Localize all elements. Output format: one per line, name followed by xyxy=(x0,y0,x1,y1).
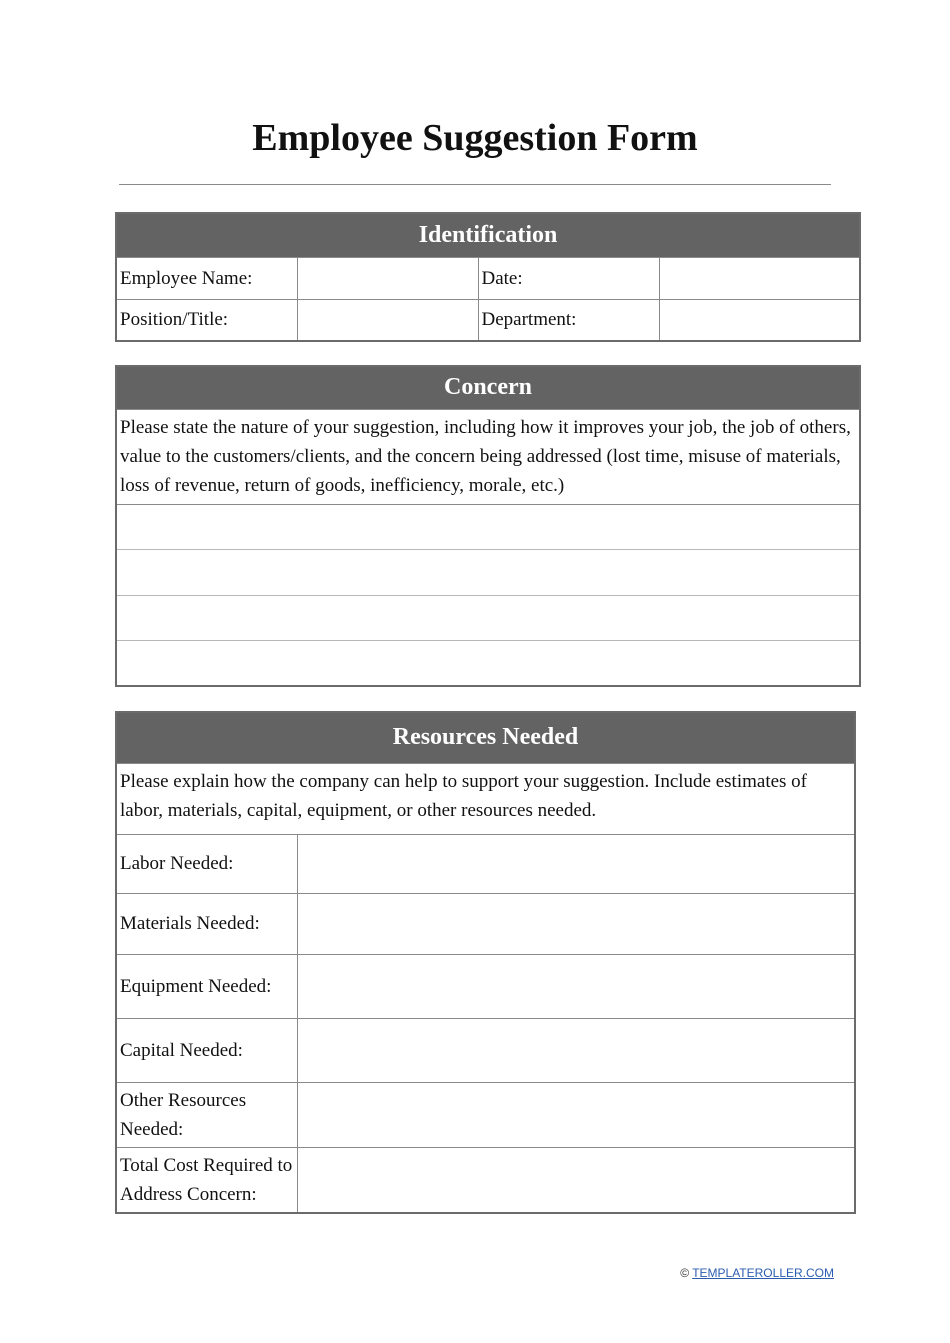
copyright-symbol: © xyxy=(680,1266,690,1280)
concern-answer-line[interactable] xyxy=(116,595,860,640)
page-title: Employee Suggestion Form xyxy=(252,117,698,159)
templateroller-link[interactable]: TEMPLATEROLLER.COM xyxy=(692,1266,834,1280)
footer-credit xyxy=(680,1266,834,1280)
department-label: Department: xyxy=(478,299,659,341)
concern-answer-line[interactable] xyxy=(116,549,860,595)
labor-needed-label: Labor Needed: xyxy=(116,834,297,893)
labor-needed-field[interactable] xyxy=(297,834,855,893)
equipment-needed-field[interactable] xyxy=(297,954,855,1018)
concern-heading: Concern xyxy=(116,366,860,409)
capital-needed-field[interactable] xyxy=(297,1018,855,1082)
capital-needed-label: Capital Needed: xyxy=(116,1018,297,1082)
position-title-field[interactable] xyxy=(297,299,478,341)
resources-section xyxy=(115,711,856,1214)
identification-section xyxy=(115,212,861,342)
resources-prompt: Please explain how the company can help to support your suggestion. Include estimates of labor, materials, capital, equipment, or other resources needed. xyxy=(116,763,855,834)
position-title-label: Position/Title: xyxy=(116,299,297,341)
other-resources-label: Other Resources Needed: xyxy=(116,1082,297,1147)
title-divider xyxy=(119,184,831,185)
employee-name-label: Employee Name: xyxy=(116,257,297,299)
concern-section xyxy=(115,365,861,687)
other-resources-field[interactable] xyxy=(297,1082,855,1147)
equipment-needed-label: Equipment Needed: xyxy=(116,954,297,1018)
materials-needed-label: Materials Needed: xyxy=(116,893,297,954)
date-label: Date: xyxy=(478,257,659,299)
employee-name-field[interactable] xyxy=(297,257,478,299)
date-field[interactable] xyxy=(659,257,860,299)
resources-heading: Resources Needed xyxy=(116,712,855,763)
concern-prompt: Please state the nature of your suggestion, including how it improves your job, the job of others, value to the customers/clients, and the concern being addressed (lost time, misuse of materials, loss of revenue, return of goods, inefficiency, morale, etc.) xyxy=(116,409,860,504)
department-field[interactable] xyxy=(659,299,860,341)
total-cost-field[interactable] xyxy=(297,1147,855,1213)
concern-answer-line[interactable] xyxy=(116,640,860,686)
total-cost-label: Total Cost Required to Address Concern: xyxy=(116,1147,297,1213)
identification-heading: Identification xyxy=(116,213,860,257)
concern-answer-line[interactable] xyxy=(116,504,860,549)
materials-needed-field[interactable] xyxy=(297,893,855,954)
